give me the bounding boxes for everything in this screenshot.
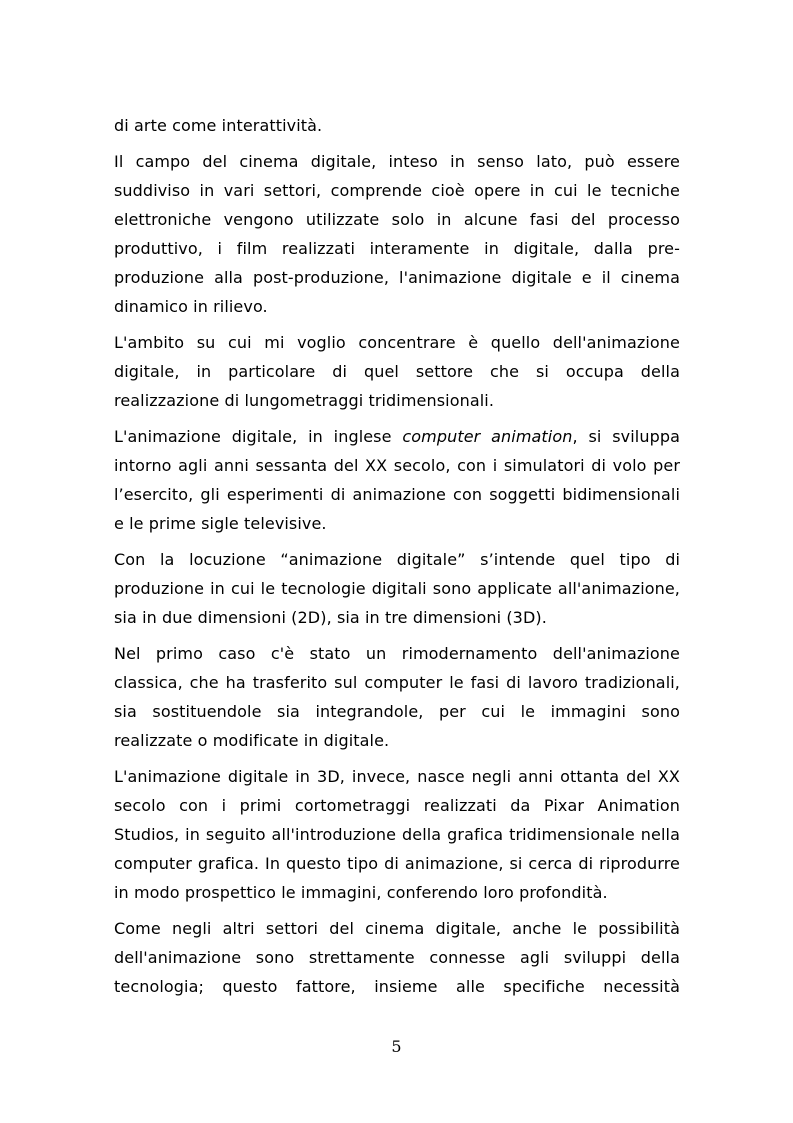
page-number: 5: [391, 1037, 402, 1056]
paragraph-locuzione: Con la locuzione “animazione digitale” s’intende quel tipo di produzione in cui le tecnologie digitali sono applicate all'animazione, sia in due dimensioni (2D), sia in tre dimensioni (3D).: [114, 550, 680, 627]
paragraph-continuation: di arte come interattività.: [114, 116, 323, 135]
paragraph-ambito: L'ambito su cui mi voglio concentrare è quello dell'animazione digitale, in particolare di quel settore che si occupa della realizzazione di lungometraggi tridimensionali.: [114, 333, 680, 410]
paragraph-animazione-3d: L'animazione digitale in 3D, invece, nasce negli anni ottanta del XX secolo con i primi cortometraggi realizzati da Pixar Animation Studios, in seguito all'introduzione della grafica tridimensionale nella computer grafica. In questo tipo di animazione, si cerca di riprodurre in modo prospettico le immagini, conferendo loro profondità.: [114, 767, 680, 902]
paragraph-animazione-digitale: [114, 422, 680, 538]
paragraph-cinema-digitale: Il campo del cinema digitale, inteso in senso lato, può essere suddiviso in vari settori, comprende cioè opere in cui le tecniche elettroniche vengono utilizzate solo in alcune fasi del processo produttivo, i film realizzati interamente in digitale, dalla pre-produzione alla post-produzione, l'animazione digitale e il cinema dinamico in rilievo.: [114, 152, 680, 316]
paragraph-altri-settori: Come negli altri settori del cinema digitale, anche le possibilità dell'animazione sono strettamente connesse agli sviluppi della tecnologia; questo fattore, insieme alle specifiche necessità: [114, 919, 680, 996]
body-text: [114, 111, 680, 1008]
emphasis-term: computer animation: [402, 427, 573, 446]
paragraph-text-after: , si sviluppa intorno agli anni sessanta del XX secolo, con i simulatori di volo per l’esercito, gli esperimenti di animazione con soggetti bidimensionali e le prime sigle televisive.: [114, 427, 680, 533]
paragraph-primo-caso: Nel primo caso c'è stato un rimodernamento dell'animazione classica, che ha trasferito sul computer le fasi di lavoro tradizionali, sia sostituendole sia integrandole, per cui le immagini sono realizzate o modificate in digitale.: [114, 644, 680, 750]
paragraph-text-before: L'animazione digitale, in inglese: [114, 427, 403, 446]
